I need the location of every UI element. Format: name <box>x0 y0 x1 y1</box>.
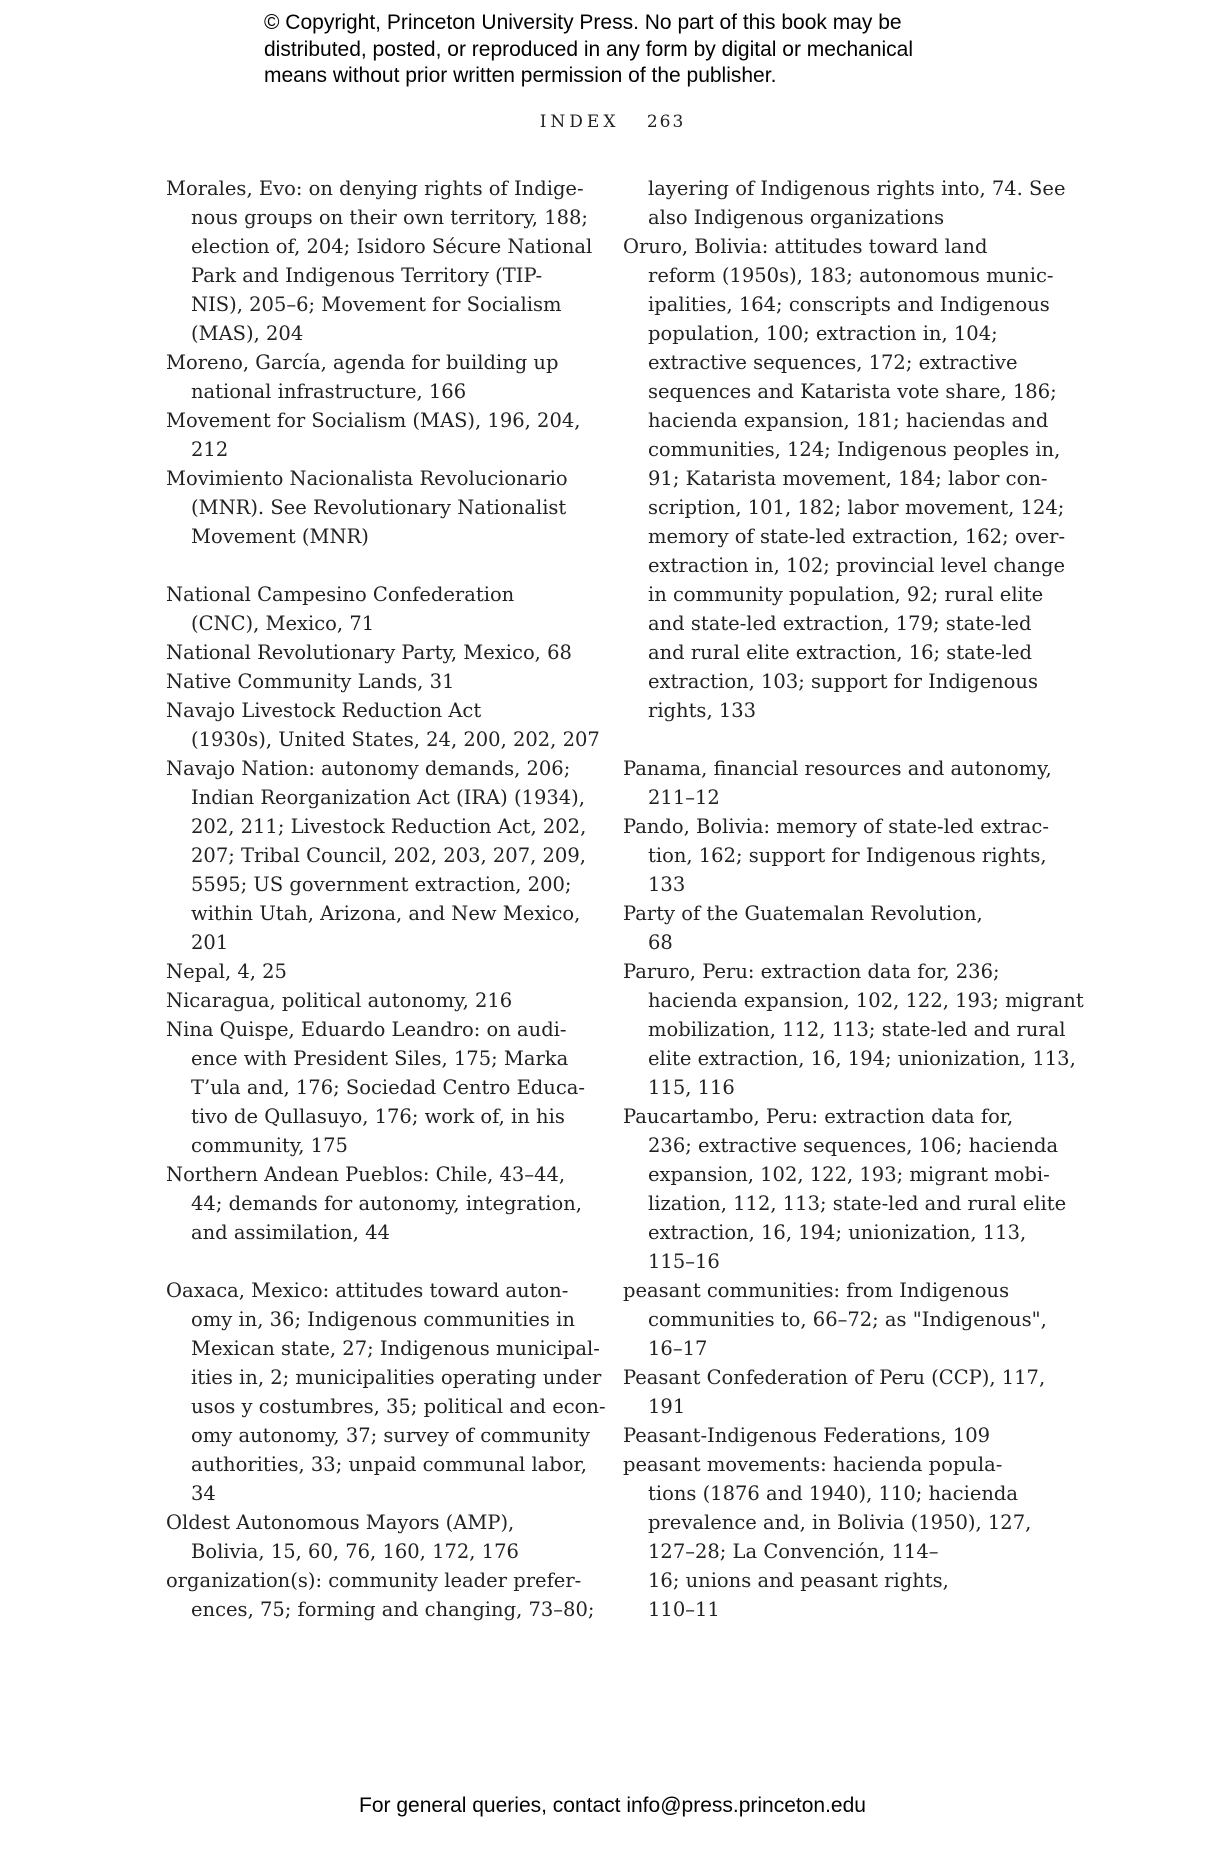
index-entry-line: Moreno, García, agenda for building up <box>166 351 559 374</box>
running-head-title: INDEX <box>539 112 620 132</box>
index-entry-continuation: communities to, 66–72; as "Indigenous", <box>648 1308 1047 1331</box>
index-entry-line: National Revolutionary Party, Mexico, 68 <box>166 641 572 664</box>
index-entry-line: Peasant-Indigenous Federations, 109 <box>623 1424 991 1447</box>
copyright-notice <box>264 10 1024 90</box>
index-entry-continuation: 110–11 <box>648 1598 720 1621</box>
index-entry-continuation: reform (1950s), 183; autonomous munic- <box>648 264 1054 287</box>
running-head <box>0 112 1225 132</box>
index-entry-continuation: elite extraction, 16, 194; unionization, 113, <box>648 1047 1076 1070</box>
index-entry-continuation: Bolivia, 15, 60, 76, 160, 172, 176 <box>191 1540 519 1563</box>
index-entry-continuation: ipalities, 164; conscripts and Indigenous <box>648 293 1050 316</box>
index-entry-continuation: 133 <box>648 873 686 896</box>
index-entry-line: Oruro, Bolivia: attitudes toward land <box>623 235 988 258</box>
index-entry-continuation: 202, 211; Livestock Reduction Act, 202, <box>191 815 587 838</box>
index-entry-line: Oldest Autonomous Mayors (AMP), <box>166 1511 515 1534</box>
section-gap <box>166 1247 586 1276</box>
index-entry-line: Pando, Bolivia: memory of state-led extrac- <box>623 815 1049 838</box>
index-entry-continuation: also Indigenous organizations <box>648 206 945 229</box>
index-entry-continuation: Movement (MNR) <box>191 525 369 548</box>
index-entry-continuation: rights, 133 <box>648 699 757 722</box>
index-entry-continuation: and state-led extraction, 179; state-led <box>648 612 1032 635</box>
index-entry-line: Nina Quispe, Eduardo Leandro: on audi- <box>166 1018 567 1041</box>
index-entry-continuation: scription, 101, 182; labor movement, 124; <box>648 496 1065 519</box>
index-entry-continuation: omy autonomy, 37; survey of community <box>191 1424 591 1447</box>
index-entry-continuation: 34 <box>191 1482 216 1505</box>
copyright-line: distributed, posted, or reproduced in any form by digital or mechanical <box>264 37 914 61</box>
index-entry-continuation: tivo de Qullasuyo, 176; work of, in his <box>191 1105 565 1128</box>
index-entry-continuation: 127–28; La Convención, 114– <box>648 1540 939 1563</box>
copyright-line: means without prior written permission of the publisher. <box>264 64 777 87</box>
index-entry-continuation: communities, 124; Indigenous peoples in, <box>648 438 1061 461</box>
index-entry-continuation: lization, 112, 113; state-led and rural elite <box>648 1192 1067 1215</box>
index-entry-continuation: ence with President Siles, 175; Marka <box>191 1047 569 1070</box>
index-entry-line: Paruro, Peru: extraction data for, 236; <box>623 960 1000 983</box>
index-entry-continuation: 207; Tribal Council, 202, 203, 207, 209, <box>191 844 586 867</box>
index-entry-continuation: 191 <box>648 1395 686 1418</box>
index-entry-continuation: ities in, 2; municipalities operating under <box>191 1366 602 1389</box>
index-entry-line: Native Community Lands, 31 <box>166 670 455 693</box>
copyright-line: © Copyright, Princeton University Press. No part of this book may be <box>264 11 902 34</box>
index-entry-continuation: (1930s), United States, 24, 200, 202, 207 <box>191 728 600 751</box>
index-entry-continuation: tions (1876 and 1940), 110; hacienda <box>648 1482 1019 1505</box>
index-entry-continuation: tion, 162; support for Indigenous rights, <box>648 844 1047 867</box>
index-entry-continuation: hacienda expansion, 102, 122, 193; migrant <box>648 989 1084 1012</box>
index-entry-continuation: T’ula and, 176; Sociedad Centro Educa- <box>191 1076 585 1099</box>
index-entry-continuation: 236; extractive sequences, 106; hacienda <box>648 1134 1059 1157</box>
index-entry-continuation: 5595; US government extraction, 200; <box>191 873 572 896</box>
index-entry-continuation: extractive sequences, 172; extractive <box>648 351 1018 374</box>
index-entry-line: Paucartambo, Peru: extraction data for, <box>623 1105 1014 1128</box>
index-entry-continuation: in community population, 92; rural elite <box>648 583 1044 606</box>
index-entry-continuation: mobilization, 112, 113; state-led and rural <box>648 1018 1066 1041</box>
index-entry-line: peasant movements: hacienda popula- <box>623 1453 1003 1476</box>
index-entry-continuation: (MNR). See Revolutionary Nationalist <box>191 496 567 519</box>
index-entry-continuation: 68 <box>648 931 673 954</box>
index-entry-line: Movement for Socialism (MAS), 196, 204, <box>166 409 581 432</box>
index-entry-continuation: 211–12 <box>648 786 720 809</box>
index-entry-continuation: 44; demands for autonomy, integration, <box>191 1192 582 1215</box>
index-entry-continuation: 16–17 <box>648 1337 708 1360</box>
index-entry-continuation: (CNC), Mexico, 71 <box>191 612 375 635</box>
index-entry-continuation: sequences and Katarista vote share, 186; <box>648 380 1057 403</box>
section-gap <box>166 551 586 580</box>
index-entry-continuation: expansion, 102, 122, 193; migrant mobi- <box>648 1163 1050 1186</box>
index-entry-line: National Campesino Confederation <box>166 583 515 606</box>
index-entry-line: organization(s): community leader prefer- <box>166 1569 582 1592</box>
index-column-left <box>166 174 606 1624</box>
page-number: 263 <box>646 112 686 132</box>
footer-contact: For general queries, contact info@press.princeton.edu <box>359 1794 866 1817</box>
index-entry-continuation: NIS), 205–6; Movement for Socialism <box>191 293 562 316</box>
index-entry-continuation: Park and Indigenous Territory (TIP- <box>191 264 543 287</box>
index-entry-line: Northern Andean Pueblos: Chile, 43–44, <box>166 1163 566 1186</box>
index-entry-line: Nicaragua, political autonomy, 216 <box>166 989 513 1012</box>
index-entry-line: Panama, financial resources and autonomy, <box>623 757 1052 780</box>
index-entry-continuation: authorities, 33; unpaid communal labor, <box>191 1453 587 1476</box>
index-entry-continuation: 115–16 <box>648 1250 720 1273</box>
index-entry-continuation: 212 <box>191 438 229 461</box>
index-entry-continuation: 16; unions and peasant rights, <box>648 1569 949 1592</box>
index-entry-continuation: Mexican state, 27; Indigenous municipal- <box>191 1337 600 1360</box>
index-entry-line: peasant communities: from Indigenous <box>623 1279 1010 1302</box>
index-entry-line: Oaxaca, Mexico: attitudes toward auton- <box>166 1279 569 1302</box>
index-entry-continuation: 115, 116 <box>648 1076 735 1099</box>
index-entry-line: Navajo Nation: autonomy demands, 206; <box>166 757 571 780</box>
section-gap <box>623 725 1053 754</box>
index-entry-continuation: memory of state-led extraction, 162; over- <box>648 525 1066 548</box>
index-entry-line: Movimiento Nacionalista Revolucionario <box>166 467 568 490</box>
index-entry-continuation: population, 100; extraction in, 104; <box>648 322 998 345</box>
index-column-right <box>623 174 1084 1624</box>
index-entry-line: Party of the Guatemalan Revolution, <box>623 902 983 925</box>
index-entry-continuation: usos y costumbres, 35; political and econ- <box>191 1395 606 1418</box>
index-entry-continuation: and rural elite extraction, 16; state-led <box>648 641 1033 664</box>
index-entry-continuation: extraction in, 102; provincial level change <box>648 554 1066 577</box>
index-entry-continuation: 91; Katarista movement, 184; labor con- <box>648 467 1048 490</box>
index-entry-continuation: Indian Reorganization Act (IRA) (1934), <box>191 786 585 809</box>
index-entry-line: Morales, Evo: on denying rights of Indige- <box>166 177 584 200</box>
index-entry-continuation: nous groups on their own territory, 188; <box>191 206 588 229</box>
index-entry-continuation: within Utah, Arizona, and New Mexico, <box>191 902 581 925</box>
index-entry-continuation: (MAS), 204 <box>191 322 304 345</box>
index-entry-continuation: hacienda expansion, 181; haciendas and <box>648 409 1049 432</box>
index-entry-continuation: community, 175 <box>191 1134 348 1157</box>
index-entry-continuation: election of, 204; Isidoro Sécure National <box>191 235 593 258</box>
index-entry-continuation: ences, 75; forming and changing, 73–80; <box>191 1598 595 1621</box>
index-entry-continuation: extraction, 16, 194; unionization, 113, <box>648 1221 1027 1244</box>
index-entry-continuation: omy in, 36; Indigenous communities in <box>191 1308 575 1331</box>
index-entry-continuation: and assimilation, 44 <box>191 1221 390 1244</box>
index-entry-continuation: 201 <box>191 931 229 954</box>
index-entry-line: Peasant Confederation of Peru (CCP), 117, <box>623 1366 1046 1389</box>
index-entry-line: Nepal, 4, 25 <box>166 960 287 983</box>
index-entry-continuation: layering of Indigenous rights into, 74. See <box>648 177 1066 200</box>
index-entry-line: Navajo Livestock Reduction Act <box>166 699 482 722</box>
index-entry-continuation: extraction, 103; support for Indigenous <box>648 670 1038 693</box>
index-entry-continuation: national infrastructure, 166 <box>191 380 467 403</box>
index-entry-continuation: prevalence and, in Bolivia (1950), 127, <box>648 1511 1032 1534</box>
